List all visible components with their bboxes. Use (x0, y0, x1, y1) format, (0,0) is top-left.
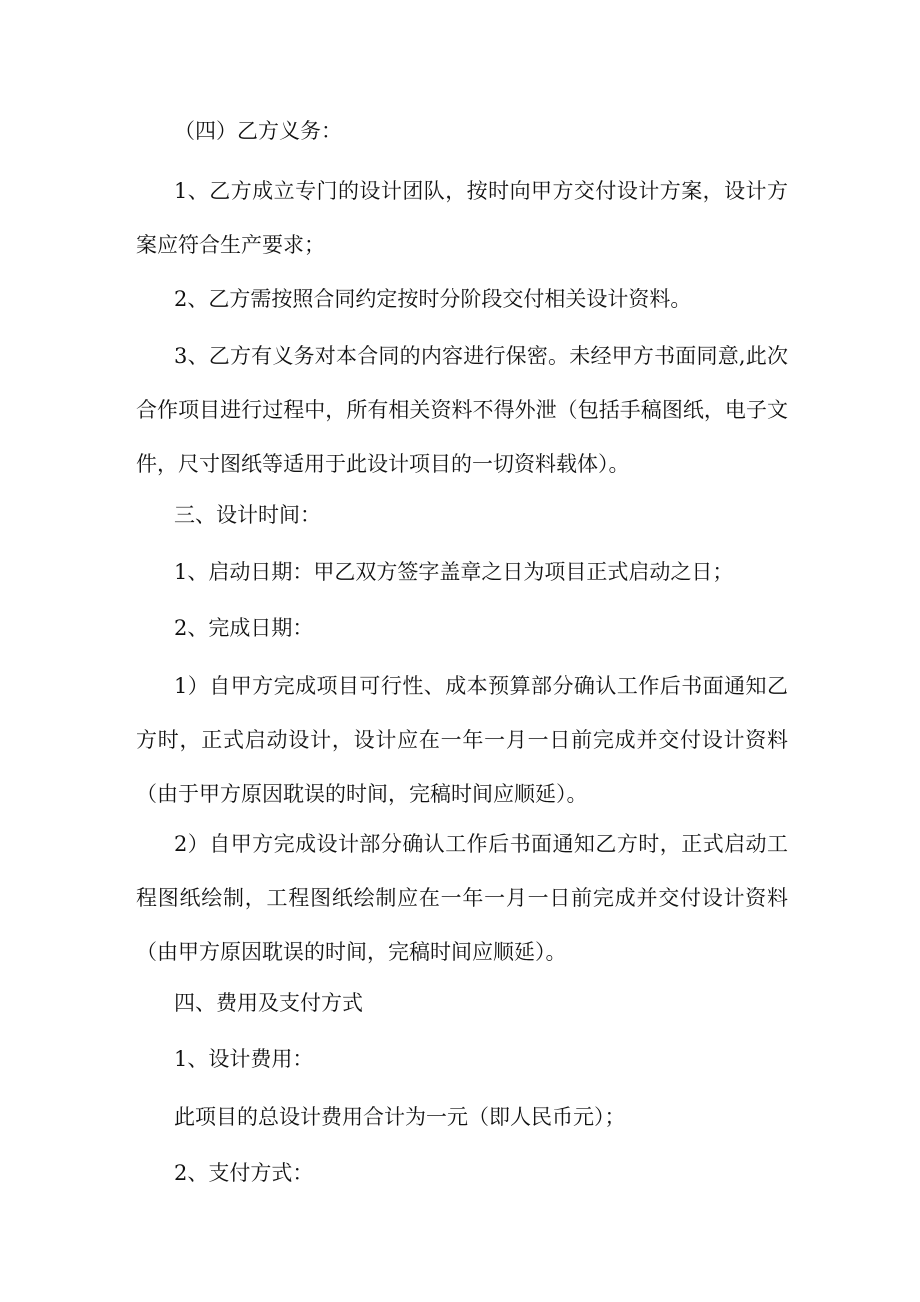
clause-paragraph: 此项目的总设计费用合计为一元（即人民币元）； (174, 1105, 626, 1129)
section-heading-design-time: 三、设计时间： (174, 503, 321, 527)
clause-paragraph: 1、启动日期：甲乙双方签字盖章之日为项目正式启动之日； (174, 560, 734, 584)
clause-paragraph: 1、乙方成立专门的设计团队，按时向甲方交付设计方案，设计方案应符合生产要求； (136, 179, 788, 257)
clause-paragraph: 2、完成日期： (174, 616, 314, 640)
clause-paragraph: 1）自甲方完成项目可行性、成本预算部分确认工作后书面通知乙方时，正式启动设计，设计应在一年一月一日前完成并交付设计资料（由于甲方原因耽误的时间，完稿时间应顺延）。 (136, 674, 788, 806)
clause-paragraph: 1、设计费用： (174, 1047, 314, 1071)
clause-paragraph: 2、支付方式： (174, 1161, 314, 1185)
clause-paragraph: 2、乙方需按照合同约定按时分阶段交付相关设计资料。 (174, 287, 692, 311)
section-heading-fees-payment: 四、费用及支付方式 (174, 991, 363, 1015)
section-heading-party-b-obligations: （四）乙方义务： (174, 119, 342, 143)
clause-paragraph: 2）自甲方完成设计部分确认工作后书面通知乙方时，正式启动工程图纸绘制，工程图纸绘制应在一年一月一日前完成并交付设计资料（由甲方原因耽误的时间，完稿时间应顺延）。 (136, 832, 788, 964)
clause-paragraph: 3、乙方有义务对本合同的内容进行保密。未经甲方书面同意,此次合作项目进行过程中，所有相关资料不得外泄（包括手稿图纸，电子文件，尺寸图纸等适用于此设计项目的一切资料载体）。 (136, 344, 788, 476)
